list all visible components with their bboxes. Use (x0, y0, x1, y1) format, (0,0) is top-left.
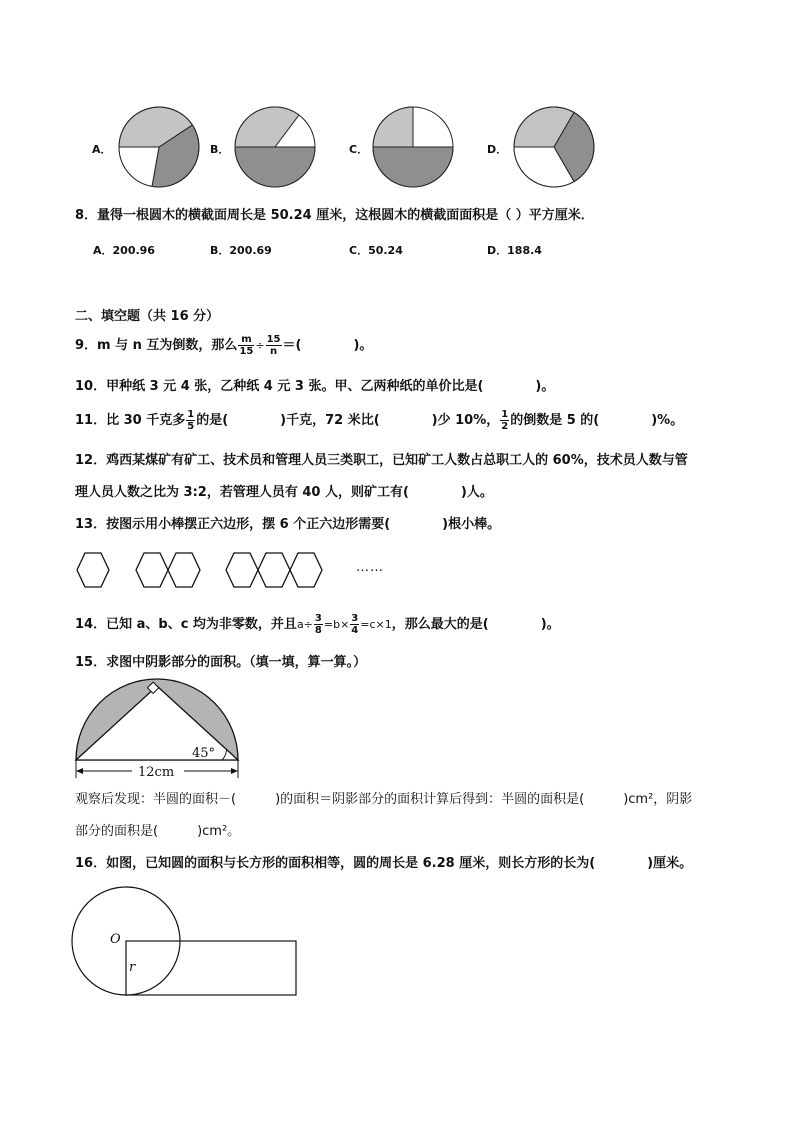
question-16: 16．如图，已知圆的面积与长方形的面积相等，圆的周长是 6.28 厘米，则长方形的长为( )厘米。 (75, 856, 693, 871)
semicircle-triangle-figure (72, 680, 244, 784)
fraction-denominator: 5 (187, 421, 195, 432)
question-15: 15．求图中阴影部分的面积。（填一填，算一算。） (75, 655, 367, 670)
option-b-label: B． (210, 143, 230, 156)
expr-b: =b× (323, 618, 350, 631)
pie-option-b (234, 106, 316, 188)
option-c-label: C． (349, 143, 369, 156)
question-11-part-3: 的倒数是 5 的( )%。 (510, 413, 684, 428)
question-11-part-2: 的是( )千克，72 米比( )少 10%， (196, 413, 500, 428)
question-15-answer-line-1: 观察后发现：半圆的面积－( )的面积＝阴影部分的面积计算后得到：半圆的面积是( )cm²，阴影 (75, 792, 693, 807)
question-8-option-c: C．50.24 (349, 244, 403, 257)
fraction-numerator: 15 (266, 334, 281, 345)
question-8-option-d: D．188.4 (487, 244, 542, 257)
question-13: 13．按图示用小棒摆正六边形，摆 6 个正六边形需要( )根小棒。 (75, 517, 501, 532)
angle-label: 45° (192, 746, 216, 761)
question-12-line-1: 12．鸡西某煤矿有矿工、技术员和管理人员三类职工，已知矿工人数占总职工人的 60%，技术员人数与管 (75, 453, 688, 468)
question-14 (75, 613, 560, 636)
fraction-denominator: 15 (239, 346, 254, 357)
fraction-denominator: 4 (351, 625, 359, 636)
radius-label: r (129, 960, 136, 975)
fraction-15-n (266, 334, 282, 357)
pie-option-c (372, 106, 454, 188)
center-label: O (110, 932, 121, 947)
continuation-dots: …… (356, 560, 384, 575)
question-15-answer-line-2: 部分的面积是( )cm²。 (75, 824, 241, 839)
question-14-part-1: 14．已知 a、b、c 均为非零数，并且 (75, 617, 297, 632)
section-2-title: 二、填空题（共 16 分） (75, 309, 220, 324)
option-d-label: D． (487, 143, 508, 156)
question-10: 10．甲种纸 3 元 4 张，乙种纸 4 元 3 张。甲、乙两种纸的单价比是( )。 (75, 379, 555, 394)
fraction-numerator: 3 (351, 613, 359, 624)
question-11-part-1: 11．比 30 千克多 (75, 413, 186, 428)
question-8-stem: 8．量得一根圆木的横截面周长是 50.24 厘米，这根圆木的横截面面积是（ ）平方厘米． (75, 208, 594, 223)
hexagon (77, 553, 109, 587)
question-11 (75, 409, 683, 432)
question-8-option-b: B．200.69 (210, 244, 272, 257)
fraction-denominator: n (269, 346, 278, 357)
hexagon (168, 553, 200, 587)
hexagon (258, 553, 290, 587)
fraction-three-quarters (350, 613, 359, 636)
fraction-m-15 (238, 334, 254, 357)
hexagon (136, 553, 168, 587)
fraction-numerator: 3 (314, 613, 322, 624)
question-9 (75, 334, 372, 357)
fraction-one-fifth (186, 409, 195, 432)
hexagon (290, 553, 322, 587)
fraction-numerator: 1 (501, 409, 509, 420)
fraction-one-half (500, 409, 509, 432)
fraction-numerator: 1 (187, 409, 195, 420)
expr-a: a÷ (296, 618, 313, 631)
question-14-part-2: ，那么最大的是( )。 (391, 617, 560, 632)
option-a-label: A． (92, 143, 112, 156)
pie-option-a (118, 106, 200, 188)
fraction-denominator: 8 (314, 625, 322, 636)
length-label: 12cm (138, 765, 175, 780)
fraction-denominator: 2 (501, 421, 509, 432)
question-9-prefix: 9．m 与 n 互为倒数，那么 (75, 338, 238, 353)
question-9-suffix: ＝( )。 (282, 338, 373, 353)
question-12-line-2: 理人员人数之比为 3:2，若管理人员有 40 人，则矿工有( )人。 (75, 485, 493, 500)
pie-option-d (513, 106, 595, 188)
hexagon (226, 553, 258, 587)
circle-rectangle-figure (70, 886, 300, 1000)
fraction-three-eighths (314, 613, 323, 636)
divide-sign: ÷ (255, 339, 265, 352)
expr-c: =c×1 (360, 618, 392, 631)
question-8-option-a: A．200.96 (93, 244, 155, 257)
fraction-numerator: m (238, 334, 254, 346)
